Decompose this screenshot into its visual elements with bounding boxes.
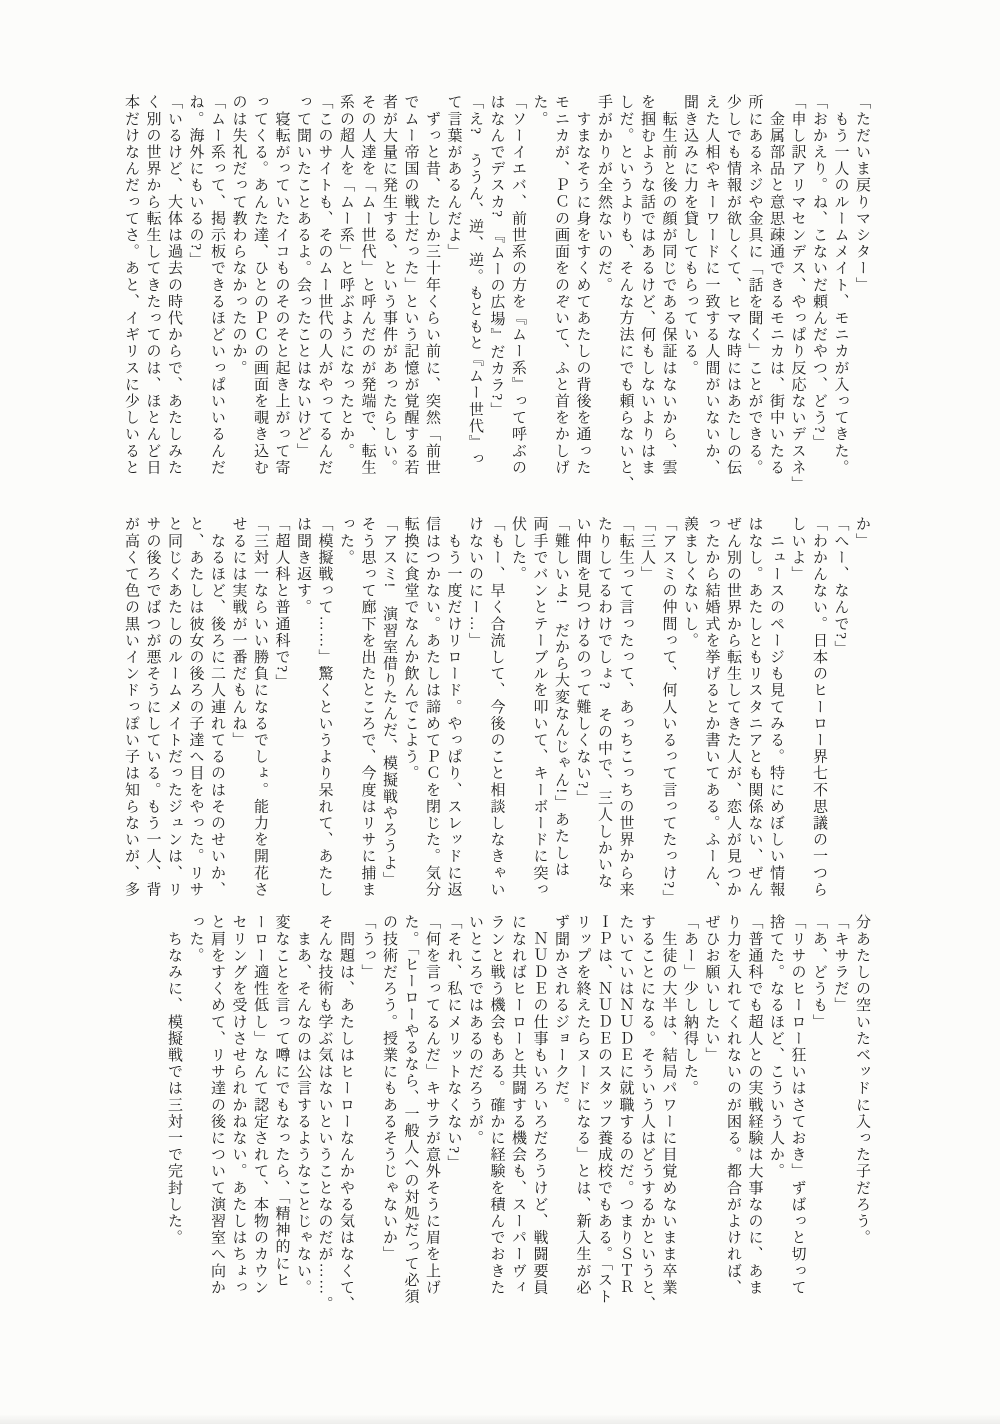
text-column: と同じくあたしのルームメイトだったジュンは、リ — [166, 516, 182, 898]
text-column: ランと戦う機会もある。確かに経験を積んでおきた — [488, 914, 505, 1296]
text-column: り力を入れてくれないのが困る。都合がよければ、 — [725, 914, 741, 1296]
text-column: モニカが、ＰＣの画面をのぞいて、ふと首をかしげ — [553, 94, 569, 476]
text-column: いところではあるのだろうが。 — [467, 914, 483, 1147]
text-column: 本だけなんだってさ。あと、イギリスに少しいると — [123, 94, 139, 476]
text-column: えた人相やキーワードに一致する人間がいないか、 — [703, 94, 720, 476]
text-column: 分あたしの空いたベッドに入った子だろう。 — [854, 914, 870, 1246]
text-column: ぜん別の世界から転生してきた人が、恋人が見つか — [725, 516, 741, 898]
text-column: 者が大量に発生する、という事件があったらしい。 — [381, 94, 397, 476]
text-column: く別の世界から転生してきたってのは、ほとんど日 — [144, 94, 161, 476]
text-column: 「転生って言ったって、あっちこっちの世界から来 — [617, 516, 634, 898]
text-column: ちなみに、模擬戦では三対一で完封した。 — [166, 914, 182, 1246]
text-column: 「三対一ならいい勝負になるでしょ。能力を開花さ — [252, 516, 268, 898]
text-column: はなんでデスカ? 『ムーの広場』だカラ?」 — [488, 94, 505, 419]
text-column: 「このサイトも、そのムー世代の人がやってるんだ — [316, 94, 333, 476]
text-column: 羨ましくないし。 — [682, 516, 698, 649]
text-column: た。「ヒーローやるなら、一般人への対処だって必須 — [402, 914, 419, 1305]
text-column: 捨てた。なるほど、こういう人か。 — [768, 914, 784, 1180]
text-column: もう一人のルームメイト、モニカが入ってきた。 — [832, 94, 849, 476]
text-column: 問題は、あたしはヒーローなんかやる気はなくて、 — [338, 914, 354, 1313]
text-column: リップを終えたらヌードになる」とは、新入生が必 — [574, 914, 591, 1296]
text-column: った。 — [338, 516, 354, 566]
text-column: と肩をすくめて、リサ達の後について演習室へ向か — [209, 914, 225, 1296]
text-column: セリングを受けさせられかねない。あたしはちょっ — [230, 914, 247, 1296]
text-column: 生徒の大半は、結局パワーに目覚めないまま卒業 — [660, 914, 677, 1296]
text-column: ず聞かされるジョークだ。 — [553, 914, 569, 1114]
text-column: 「おかえり。ね、こないだ頼んだやつ、どう?」 — [811, 94, 827, 451]
text-column: でムー帝国の戦士だった」という記憶が覚醒する若 — [402, 94, 419, 476]
text-column: と、あたしは彼女の後ろの子達へ目をやった。リサ — [187, 516, 204, 898]
text-column: ニュースのページも見てみる。特にめぼしい情報 — [768, 516, 784, 898]
text-column: サの後ろでばつが悪そうにしている。もう一人、背 — [144, 516, 161, 898]
text-column: まあ、そんなのは公言するようなことじゃない。 — [295, 914, 311, 1296]
text-column: った。 — [187, 914, 204, 964]
text-column: 「あ、どうも」 — [811, 914, 827, 1031]
text-column: ってくる。あんた達、ひとのＰＣの画面を覗き込む — [252, 94, 268, 476]
text-column: しいよ」 — [789, 516, 806, 583]
text-column: が高くて色の黒いインドっぽい子は知らないが、多 — [123, 516, 139, 898]
text-column: 変なことを言って噂にでもなったら、「精神的にヒ — [273, 914, 290, 1289]
text-column: そんな技術も学ぶ気はないということなのだが……。 — [316, 914, 333, 1313]
text-column: 「模擬戦って……」驚くというより呆れて、あたし — [316, 516, 333, 898]
text-column: たりしてるわけでしょ? その中で、三人しかいな — [596, 516, 612, 890]
text-column: って聞いたことあるよ。会ったことはないけど」 — [295, 94, 311, 460]
text-block-middle — [120, 516, 873, 914]
text-column: ずっと昔、たしか三十年くらい前に、突然「前世 — [424, 94, 440, 476]
text-column: 「アスミの仲間って、何人いるって言ってたっけ?」 — [660, 516, 677, 907]
text-column: 「いるけど、大体は過去の時代からで、あたしみた — [166, 94, 182, 476]
text-column: を掴むような話ではあるけど、何もしないよりはま — [639, 94, 655, 476]
text-column: 「ムー系って、掲示板できるほどいっぱいいるんだ — [209, 94, 225, 476]
scan-edge-shading — [0, 1414, 1000, 1424]
text-column: 寝転がっていたイコものそのそと起き上がって寄 — [273, 94, 290, 476]
text-block-top — [120, 94, 873, 502]
text-column: のは失礼だって教わらなかったのか。 — [230, 94, 247, 377]
text-column: ーロー適性低し」なんて認定されて、本物のカウン — [252, 914, 268, 1296]
text-column: 系の超人を「ムー系」と呼ぶようになったとか。 — [338, 94, 354, 460]
text-column: て言葉があるんだよ」 — [445, 94, 462, 260]
text-column: 「え? ううん、逆、逆。もともと『ムー世代』っ — [467, 94, 483, 468]
text-column: 「リサのヒーロー狂いはさておき」ずばっと切って — [789, 914, 806, 1296]
text-column: 「三人」 — [639, 516, 655, 583]
text-column: 「それ、私にメリットなくない?」 — [445, 914, 462, 1172]
text-column: になればヒーローと共闘する機会も、スーパーヴィ — [510, 914, 526, 1296]
text-column: 「ソーイエバ、前世系の方を『ムー系』って呼ぶの — [510, 94, 526, 476]
text-column: 伏した。 — [510, 516, 526, 583]
text-column: ったから結婚式を挙げるとか書いてある。ふーん、 — [703, 516, 720, 898]
text-column: たいていはＮＵＤＥに就職するのだ。つまりＳＴＲ — [617, 914, 634, 1296]
text-column: 少しでも情報が欲しくて、ヒマな時にはあたしの伝 — [725, 94, 741, 476]
text-column: 「わかんない。日本のヒーロー界七不思議の一つら — [811, 516, 827, 898]
text-column: 「ただいま戻りマシター」 — [854, 94, 870, 294]
text-column: か」 — [854, 516, 870, 550]
text-column: 所にあるネジや金具に「話を聞く」ことができる。 — [746, 94, 763, 476]
text-column: しだ。というよりも、そんな方法にでも頼らないと、 — [617, 94, 634, 493]
text-column: することになる。そういう人はどうするかというと、 — [639, 914, 655, 1313]
text-column: せるには実戦が一番だもんね」 — [230, 516, 247, 749]
text-column: その人達を「ムー世代」と呼んだのが発端で、転生 — [359, 94, 376, 476]
text-column: 「キサラだ」 — [832, 914, 849, 1014]
text-column: ね。海外にもいるの?」 — [187, 94, 204, 269]
text-column: 転生前と後の顔が同じである保証はないから、雲 — [660, 94, 677, 476]
text-column: けないのにー…」 — [467, 516, 483, 649]
text-column: 「何を言ってるんだ」キサラが意外そうに眉を上げ — [424, 914, 440, 1296]
text-column: 「もー、早く合流して、今後のこと相談しなきゃい — [488, 516, 505, 898]
text-column: 「申し訳アリマセンデス、やっぱり反応ないデスネ」 — [789, 94, 806, 493]
text-column: もう一度だけリロード。やっぱり、スレッドに返 — [445, 516, 462, 898]
text-column: なるほど、後ろに二人連れてるのはそのせいか、 — [209, 516, 225, 898]
text-column: 「超人科と普通科で?」 — [273, 516, 290, 691]
text-column: の技術だろう。授業にもあるそうじゃないか」 — [381, 914, 397, 1263]
text-column: 「アスミ! 演習室借りたんだ、模擬戦やろうよ」 — [381, 516, 397, 888]
text-column: 両手でバンとテーブルを叩いて、キーボードに突っ — [531, 516, 548, 898]
text-column: そう思って廊下を出たところで、今度はリサに捕ま — [359, 516, 376, 898]
text-column: 「あー」少し納得した。 — [682, 914, 698, 1097]
text-column: 「普通科でも超人との実戦経験は大事なのに、あま — [746, 914, 763, 1296]
text-column: ＩＰは、ＮＵＤＥのスタッフ養成校でもある。「スト — [596, 914, 612, 1305]
text-column: は聞き返す。 — [295, 516, 311, 616]
text-column: 手がかりが全然ないのだ。 — [596, 94, 612, 294]
text-column: すまなそうに身をすくめてあたしの背後を通った — [574, 94, 591, 476]
text-column: 信はつかない。あたしは諦めてＰＣを閉じた。気分 — [424, 516, 440, 898]
text-column: ＮＵＤＥの仕事もいろいろだろうけど、戦闘要員 — [531, 914, 548, 1296]
text-column: 「難しいよ! だから大変なんじゃん!」あたしは — [553, 516, 569, 878]
text-column: 「うっ」 — [359, 914, 376, 981]
text-column: 転換に食堂でなんか飲んでこよう。 — [402, 516, 419, 782]
text-column: た。 — [531, 94, 548, 128]
text-column: 聞き込みに力を貸してもらっている。 — [682, 94, 698, 377]
text-column: はなし。あたしともリスタニアとも関係ない、ぜん — [746, 516, 763, 898]
text-column: 金属部品と意思疎通できるモニカは、街中いたる — [768, 94, 784, 476]
text-block-bottom — [163, 914, 873, 1322]
text-column: 「へー、なんで?」 — [832, 516, 849, 658]
text-column: い仲間を見つけるのって難しくない?」 — [574, 516, 591, 807]
text-column: ぜひお願いしたい」 — [703, 914, 720, 1064]
